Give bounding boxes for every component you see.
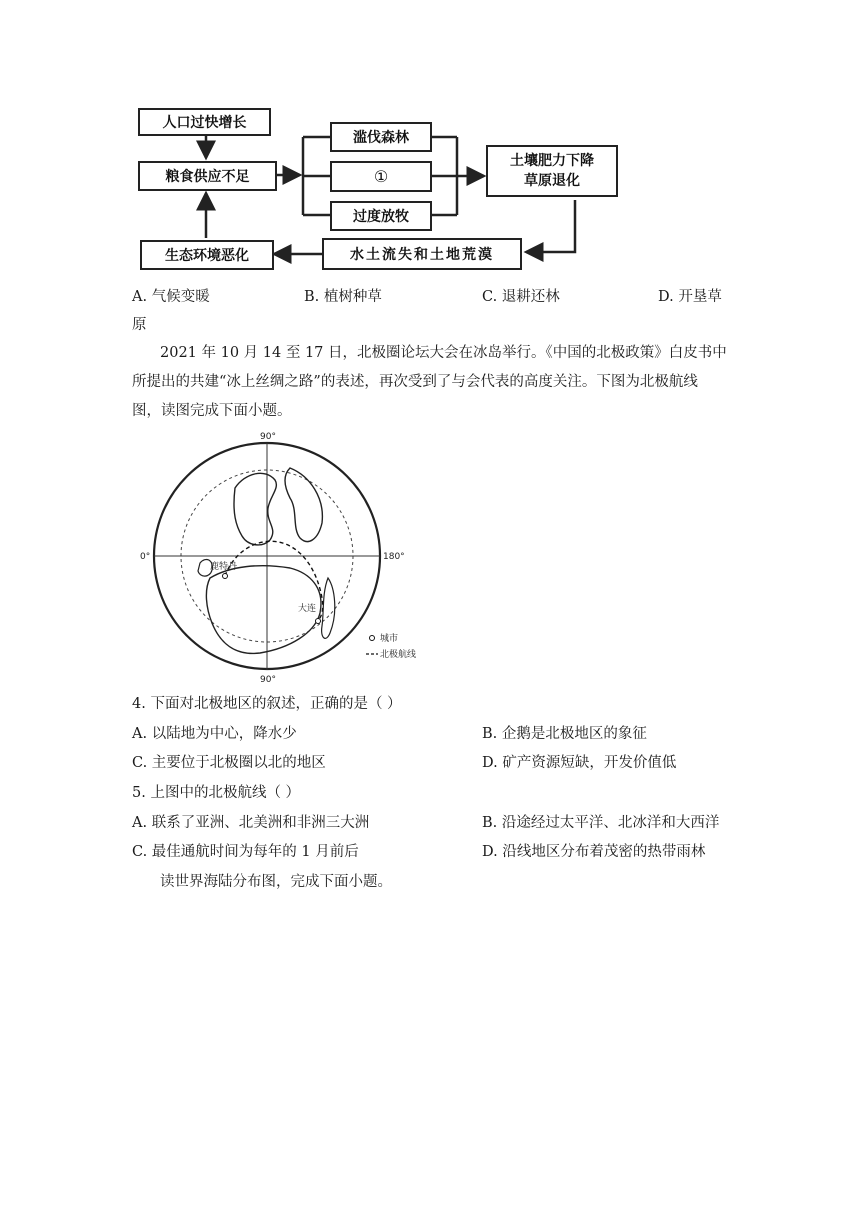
legend-route-label: 北极航线 — [380, 650, 417, 660]
q4-option-a: A. 以陆地为中心，降水少 — [132, 726, 297, 742]
flowchart — [0, 0, 860, 280]
flow-box-overgraze: 过度放牧 — [330, 201, 432, 231]
legend-city-label: 城市 — [380, 634, 399, 644]
legend-city-icon — [370, 636, 375, 641]
q4-option-d: D. 矿产资源短缺，开发价值低 — [482, 755, 677, 771]
map-label-bottom: 90° — [260, 675, 276, 685]
q3-option-d: D. 开垦草 — [658, 289, 722, 305]
intro-line-3: 图，读图完成下面小题。 — [132, 403, 292, 419]
q3-option-c: C. 退耕还林 — [482, 289, 560, 305]
intro-line-1: 2021 年 10 月 14 至 17 日，北极圈论坛大会在冰岛举行。《中国的北极政策》白皮书中 — [160, 345, 727, 361]
flow-box-population: 人口过快增长 — [138, 108, 271, 136]
arctic-route-map — [140, 428, 420, 688]
flow-box-erosion: 水土流失和土地荒漠 — [322, 238, 522, 270]
map-label-left: 0° — [140, 552, 151, 562]
q5-option-b: B. 沿途经过太平洋、北冰洋和大西洋 — [482, 815, 720, 831]
map-label-top: 90° — [260, 432, 276, 442]
q3-option-a: A. 气候变暖 — [132, 289, 210, 305]
intro-line-2: 所提出的共建“冰上丝绸之路”的表述，再次受到了与会代表的高度关注。下图为北极航线 — [132, 374, 698, 390]
q3-option-b: B. 植树种草 — [304, 289, 382, 305]
q5-option-a: A. 联系了亚洲、北美洲和非洲三大洲 — [132, 815, 370, 831]
q3-option-d-wrap: 原 — [132, 317, 147, 333]
closing-text: 读世界海陆分布图，完成下面小题。 — [160, 874, 392, 890]
flow-box-eco: 生态环境恶化 — [140, 240, 274, 270]
q5-option-d: D. 沿线地区分布着茂密的热带雨林 — [482, 844, 706, 860]
q4-stem: 4. 下面对北极地区的叙述，正确的是（ ） — [132, 696, 402, 712]
map-label-rotterdam: 鹿特丹 — [210, 562, 238, 572]
flow-box-food: 粮食供应不足 — [138, 161, 277, 191]
city-dalian-marker — [316, 619, 321, 624]
q4-option-b: B. 企鹅是北极地区的象征 — [482, 726, 647, 742]
city-rotterdam-marker — [223, 574, 228, 579]
flow-box-soil-line2: 草原退化 — [524, 173, 580, 189]
flow-box-blank: ① — [330, 161, 432, 192]
q5-option-c: C. 最佳通航时间为每年的 1 月前后 — [132, 844, 359, 860]
map-label-dalian: 大连 — [298, 604, 317, 614]
q4-option-c: C. 主要位于北极圈以北的地区 — [132, 755, 326, 771]
map-label-right: 180° — [383, 552, 405, 562]
flow-box-deforest: 滥伐森林 — [330, 122, 432, 152]
flow-box-soil — [486, 145, 618, 197]
flow-box-soil-line1: 土壤肥力下降 — [510, 153, 594, 169]
q5-stem: 5. 上图中的北极航线（ ） — [132, 785, 301, 801]
